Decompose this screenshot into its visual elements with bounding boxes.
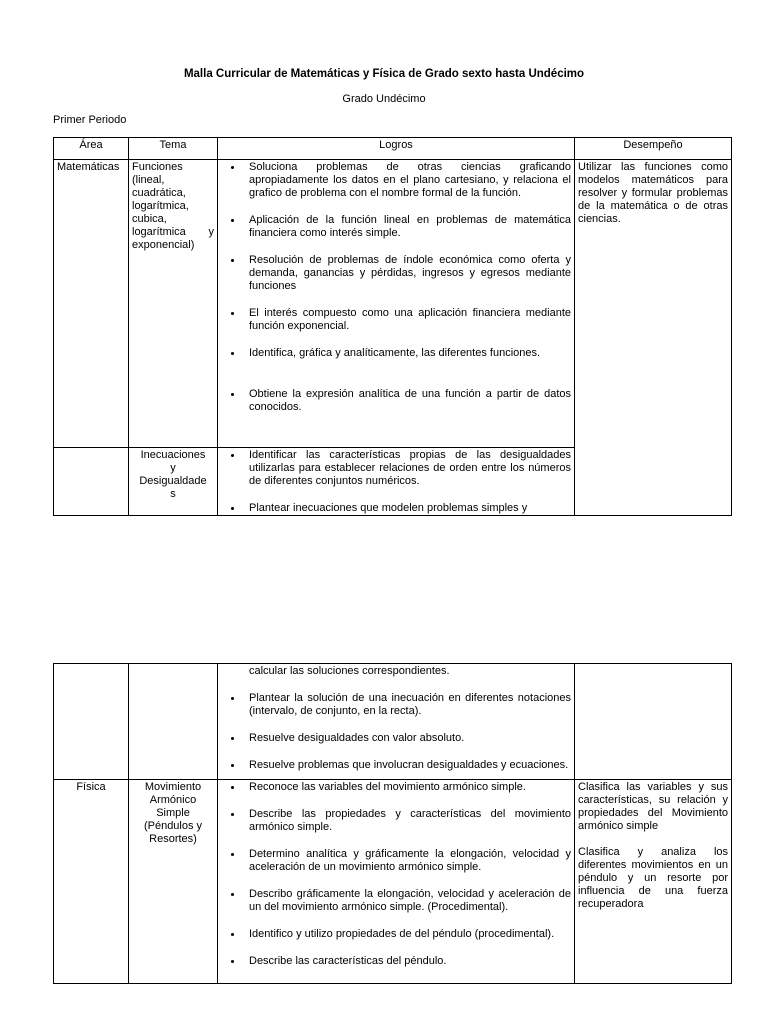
list-item: • Plantear inecuaciones que modelen problemas simples y [243,502,571,515]
list-item: • Identificar las características propias de las desigualdades utilizarlas para establecer relaciones de orden entre los números de diferentes conjuntos numéricos. [243,449,571,488]
area-cell: Física [54,780,129,984]
tema-line: Simple [156,807,190,819]
period-label: Primer Periodo [53,114,127,126]
tema-line: Desigualdade [139,475,207,487]
tema-line: s [170,488,176,500]
list-item: • Resolución de problemas de índole económica como oferta y demanda, ganancias y pérdidas, ingresos y egresos mediante funciones [243,254,571,293]
list-item: • Identifico y utilizo propiedades de del péndulo (procedimental). [243,928,571,941]
tema-line: Armónico [149,794,197,806]
document-title: Malla Curricular de Matemáticas y Física de Grado sexto hasta Undécimo [183,68,585,80]
logros-list [221,781,571,968]
list-item: • Aplicación de la función lineal en problemas de matemática financiera como interés simple. [243,214,571,240]
list-item: • Describe las características del péndulo. [243,955,571,968]
list-item: calcular las soluciones correspondientes. [249,665,450,677]
list-item: • El interés compuesto como una aplicación financiera mediante función exponencial. [243,307,571,333]
list-item: • Resuelve problemas que involucran desigualdades y ecuaciones. [243,759,571,772]
header-tema: Tema [129,138,218,160]
list-item: • Identifica, gráfica y analíticamente, las diferentes funciones. [243,347,571,360]
header-area: Área [54,138,129,160]
list-item: • Resuelve desigualdades con valor absoluto. [243,732,571,745]
table-row [54,160,732,448]
curriculum-table-page2 [53,663,732,984]
desempeno-cell: Utilizar las funciones como modelos matemáticos para resolver y formular problemas de la matemática o de otras ciencias. [575,160,732,516]
curriculum-table-page1 [53,137,732,516]
tema-line: Movimiento [144,781,202,793]
list-item: • Describe las propiedades y características del movimiento armónico simple. [243,808,571,834]
area-cell [54,664,129,780]
tema-line: (Péndulos y [143,820,203,832]
table-row [54,664,732,780]
list-item: • Describo gráficamente la elongación, velocidad y aceleración de un del movimiento armónico simple. (Procedimental). [243,888,571,914]
area-cell [54,448,129,516]
table-row [54,780,732,984]
tema-cell [129,780,218,984]
area-cell: Matemáticas [54,160,129,448]
desempeno-text: Clasifica y analiza los diferentes movimientos en un péndulo y un resorte por influencia de una fuerza recuperadora [578,846,728,910]
header-desempeno: Desempeño [575,138,732,160]
desempeno-cell [575,780,732,984]
tema-cell [129,448,218,516]
tema-cell [129,664,218,780]
logros-cell [218,664,575,780]
logros-list [221,449,571,515]
tema-cell: Funciones (lineal, cuadrática, logarítmica, cubica, logarítmica y exponencial) [129,160,218,448]
logros-cell [218,780,575,984]
document-subtitle: Grado Undécimo [342,93,426,105]
logros-list [221,161,571,414]
list-item: • Reconoce las variables del movimiento armónico simple. [243,781,571,794]
header-row [54,138,732,160]
logros-cell [218,448,575,516]
list-item: • Plantear la solución de una inecuación en diferentes notaciones (intervalo, de conjunto, en la recta). [243,692,571,718]
tema-line: Resortes) [149,833,197,845]
logros-cell [218,160,575,448]
tema-line: Inecuaciones [140,449,206,461]
list-item: • Soluciona problemas de otras ciencias graficando apropiadamente los datos en el plano cartesiano, y relaciona el grafico de problema con el nombre formal de la función. [243,161,571,200]
logros-list [221,665,571,772]
list-item: • Determino analítica y gráficamente la elongación, velocidad y aceleración de un movimiento armónico simple. [243,848,571,874]
desempeno-cell [575,664,732,780]
desempeno-text: Clasifica las variables y sus características, su relación y propiedades del Movimiento armónico simple [578,781,728,832]
header-logros: Logros [218,138,575,160]
tema-line: y [170,462,176,474]
list-item: • Obtiene la expresión analítica de una función a partir de datos conocidos. [243,388,571,414]
